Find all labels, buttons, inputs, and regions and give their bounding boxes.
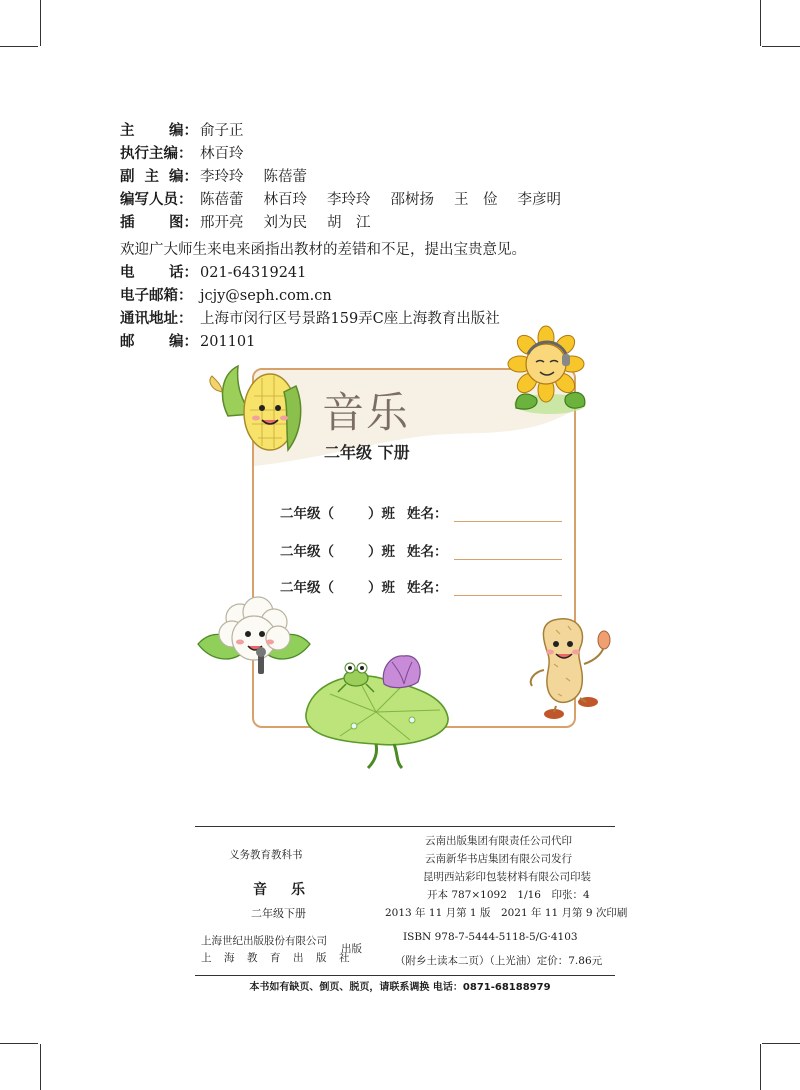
writers-row (120, 189, 581, 212)
footer-notice: 本书如有缺页、倒页、脱页，请联系调换 电话：0871-68188979 (249, 982, 551, 993)
cauliflower-character-illustration (194, 594, 314, 686)
publish-tag: 出版 (341, 943, 362, 955)
print-agent: 云南出版集团有限责任公司代印 (425, 835, 572, 847)
price-info: （附乡土读本二页）（上光油）定价：7.86元 (395, 955, 603, 967)
imprint-box (195, 826, 628, 976)
book-subtitle: 二年级 下册 (324, 443, 410, 462)
name: 李彦明 (517, 192, 561, 208)
name-blank-line[interactable] (454, 507, 562, 522)
label: 插 图： (120, 215, 198, 231)
label: 执行主编： (120, 146, 193, 162)
lotus-frog-illustration (300, 644, 452, 770)
series-name: 义务教育教科书 (229, 849, 303, 861)
crop-mark (40, 1044, 41, 1090)
name: 邵树扬 (390, 192, 434, 208)
phone-number: 021-64319241 (200, 265, 307, 281)
name: 李玲玲 (327, 192, 371, 208)
executive-editor-row (120, 143, 581, 166)
label: 副 主 编： (120, 169, 198, 185)
postcode: 201101 (200, 334, 256, 350)
credits-block (120, 120, 581, 354)
imprint-right-column (385, 827, 628, 975)
label: 编写人员： (120, 192, 193, 208)
name: 陈蓓蕾 (200, 192, 244, 208)
crop-mark (762, 46, 800, 47)
name: 刘为民 (263, 215, 307, 231)
crop-mark (762, 1043, 800, 1044)
distributor: 云南新华书店集团有限公司发行 (425, 853, 572, 865)
name: 邢开亮 (200, 215, 244, 231)
label: 邮 编： (120, 334, 198, 350)
crop-mark (0, 46, 38, 47)
crop-mark (760, 1044, 761, 1090)
crop-mark (760, 0, 761, 46)
name: 俞子正 (200, 123, 244, 139)
name-entry-row: 二年级（ ）班 姓名： (280, 576, 562, 596)
name: 林百玲 (200, 146, 244, 162)
name: 李玲玲 (200, 169, 244, 185)
name: 陈蓓蕾 (263, 169, 307, 185)
format-info: 开本 787×1092 1/16 印张：4 (427, 889, 590, 901)
email-address: jcjy@seph.com.cn (200, 288, 332, 304)
name-blank-line[interactable] (454, 545, 562, 560)
label: 电子邮箱： (120, 288, 193, 304)
printer: 昆明西站彩印包装材料有限公司印装 (423, 871, 591, 883)
sunflower-character-illustration (496, 324, 596, 416)
imprint-left-column (195, 827, 405, 975)
name: 林百玲 (263, 192, 307, 208)
label: 通讯地址： (120, 311, 193, 327)
crop-mark (0, 1043, 38, 1044)
illustrators-row (120, 212, 581, 235)
imprint-book-title: 音乐 (253, 882, 329, 898)
label: 主 编： (120, 123, 198, 139)
name-blank-line[interactable] (454, 581, 562, 596)
label: 电 话： (120, 265, 198, 281)
crop-mark (40, 0, 41, 46)
publisher-name: 上海教育出版社 (201, 952, 362, 964)
chief-editor-row (120, 120, 581, 143)
edition-info: 2013 年 11 月第 1 版 2021 年 11 月第 9 次印刷 (385, 907, 628, 919)
feedback-notice: 欢迎广大师生来电来函指出教材的差错和不足，提出宝贵意见。 (120, 242, 526, 258)
isbn: ISBN 978-7-5444-5118-5/G·4103 (403, 931, 578, 943)
imprint-book-subtitle: 二年级下册 (251, 907, 306, 920)
name-entry-row: 二年级（ ）班 姓名： (280, 502, 562, 522)
deputy-editor-row (120, 166, 581, 189)
name: 王 俭 (454, 192, 498, 208)
peanut-character-illustration (524, 614, 616, 724)
email-row (120, 285, 581, 308)
mailing-address: 上海市闵行区号景路159弄C座上海教育出版社 (200, 311, 500, 327)
corn-character-illustration (208, 356, 306, 456)
name-entry-row: 二年级（ ）班 姓名： (280, 540, 562, 560)
name: 胡 江 (327, 215, 371, 231)
phone-row (120, 262, 581, 285)
publisher-group: 上海世纪出版股份有限公司 (201, 935, 327, 947)
book-title: 音乐 (322, 388, 411, 437)
